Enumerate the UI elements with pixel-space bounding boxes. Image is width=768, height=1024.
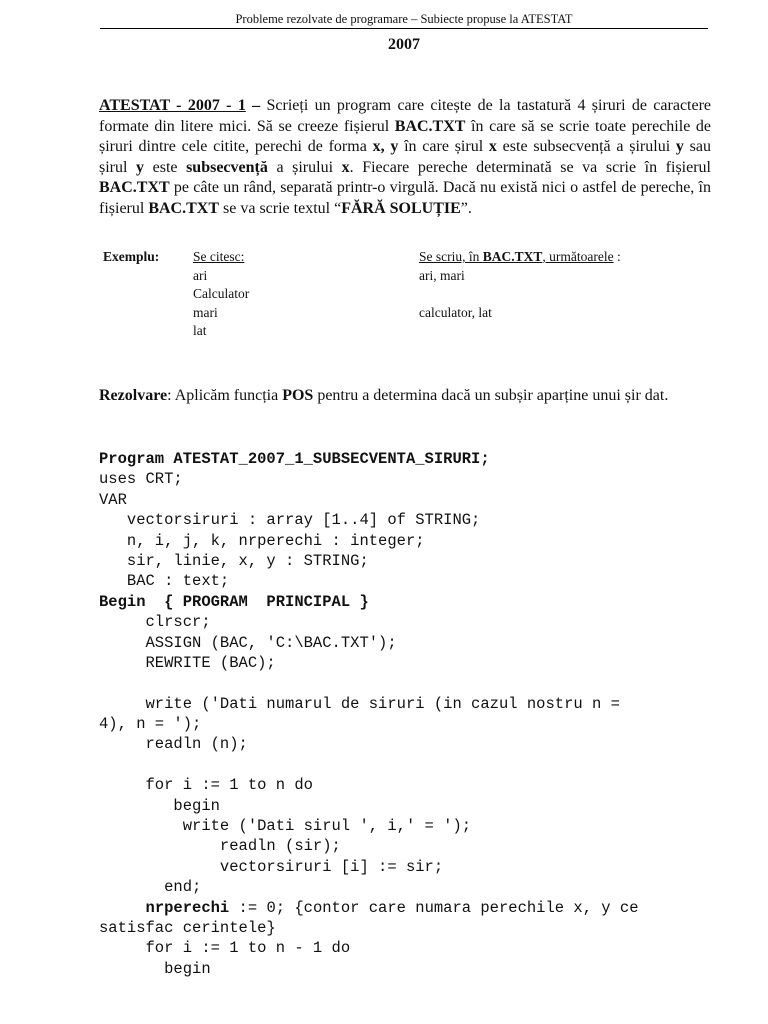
input-line: lat [193, 323, 207, 338]
problem-text: sau șirul [99, 138, 712, 176]
code-line: Begin { PROGRAM PRINCIPAL } [99, 592, 369, 611]
no-solution-text: FĂRĂ SOLUȚIE [341, 199, 461, 217]
file-name: BAC.TXT [394, 117, 466, 135]
code-line: write ('Dati sirul ', i,' = '); [99, 817, 472, 836]
term-subsecventa: subsecvență [186, 158, 268, 176]
solution-text: pentru a determina dacă un subșir aparține unui șir dat. [313, 387, 669, 404]
problem-text: Scrieți un program care citește de la tastatură 4 șiruri de caractere formate din litere mici. Să se creeze fișierul [99, 97, 712, 135]
code-line: n, i, j, k, nrperechi : integer; [99, 531, 425, 550]
function-pos: POS [282, 387, 314, 404]
problem-text: ”. [460, 199, 472, 217]
output-line [419, 285, 621, 304]
problem-tag: ATESTAT - 2007 - 1 [99, 97, 246, 114]
problem-text: este [144, 158, 187, 176]
header-rule [100, 28, 708, 29]
code-line: REWRITE (BAC); [99, 653, 276, 672]
code-line: nrperechi := 0; {contor care numara perechile x, y ce [145, 898, 639, 917]
code-line: write ('Dati numarul de siruri (in cazul nostru n = [99, 694, 620, 713]
problem-text: pe câte un rând, separată printr-o virgulă. Dacă nu există nici o astfel de pereche, în fișierul [99, 179, 711, 217]
running-header: Probleme rezolvate de programare – Subiecte propuse la ATESTAT [235, 12, 573, 26]
problem-text: se va scrie textul “ [219, 199, 342, 217]
example-output-column [419, 248, 621, 322]
problem-text: în care să se scrie toate perechile de șiruri dintre cele citite, perechi de forma [99, 117, 711, 156]
pair-notation: x, y [372, 138, 399, 156]
code-line: readln (n); [99, 735, 248, 754]
problem-statement [99, 96, 711, 220]
code-line: 4), n = '); [99, 715, 202, 734]
problem-text: a șirului [267, 158, 342, 176]
code-line [99, 755, 719, 775]
code-line: sir, linie, x, y : STRING; [99, 551, 369, 570]
code-line: begin [99, 796, 220, 815]
code-line: VAR [99, 490, 127, 509]
code-line: end; [99, 878, 202, 897]
solution-label: Rezolvare [99, 387, 168, 404]
code-line: clrscr; [99, 613, 211, 632]
code-line: begin [99, 959, 211, 978]
output-heading-text: , următoarele [542, 249, 614, 264]
output-line: ari, mari [419, 267, 465, 283]
input-heading: Se citesc: [193, 249, 245, 264]
var-x: x [341, 158, 350, 176]
problem-text: este subsecvență a șirului [496, 138, 676, 156]
section-year: 2007 [388, 36, 420, 53]
problem-text: . Fiecare pereche determinată se va scrie în fișierul [349, 158, 711, 176]
code-line: satisfac cerintele} [99, 918, 276, 937]
var-y: y [136, 158, 145, 176]
code-line: readln (sir); [99, 837, 341, 856]
problem-text: în care șirul [398, 138, 489, 156]
output-heading-file: BAC.TXT [482, 249, 543, 264]
output-heading-colon: : [613, 249, 621, 264]
file-name: BAC.TXT [148, 199, 220, 217]
example-input-column [193, 248, 249, 341]
var-y: y [675, 138, 684, 156]
file-name: BAC.TXT [99, 179, 170, 197]
code-line [99, 673, 719, 693]
solution-paragraph [99, 386, 711, 407]
var-x: x [488, 138, 497, 156]
example-label-text: Exemplu [103, 249, 155, 264]
solution-text: : Aplicăm funcția [167, 387, 283, 404]
code-line: for i := 1 to n - 1 do [99, 939, 351, 958]
code-line: vectorsiruri [i] := sir; [99, 857, 444, 876]
output-heading [419, 248, 621, 267]
code-line: BAC : text; [99, 572, 230, 591]
output-line: calculator, lat [419, 304, 492, 320]
problem-dash: – [245, 97, 267, 114]
code-line: Program ATESTAT_2007_1_SUBSECVENTA_SIRURI; [99, 450, 490, 468]
code-line: uses CRT; [99, 470, 183, 489]
code-line: ASSIGN (BAC, 'C:\BAC.TXT'); [99, 633, 397, 652]
example-label [103, 248, 159, 267]
output-heading-text: Se scriu, în [419, 249, 483, 264]
code-line: for i := 1 to n do [99, 776, 313, 795]
code-line: vectorsiruri : array [1..4] of STRING; [99, 511, 481, 530]
code-listing [99, 449, 719, 979]
example-colon: : [154, 249, 160, 264]
input-line: mari [193, 304, 218, 320]
input-line: Calculator [193, 286, 250, 301]
input-line: ari [193, 267, 208, 283]
